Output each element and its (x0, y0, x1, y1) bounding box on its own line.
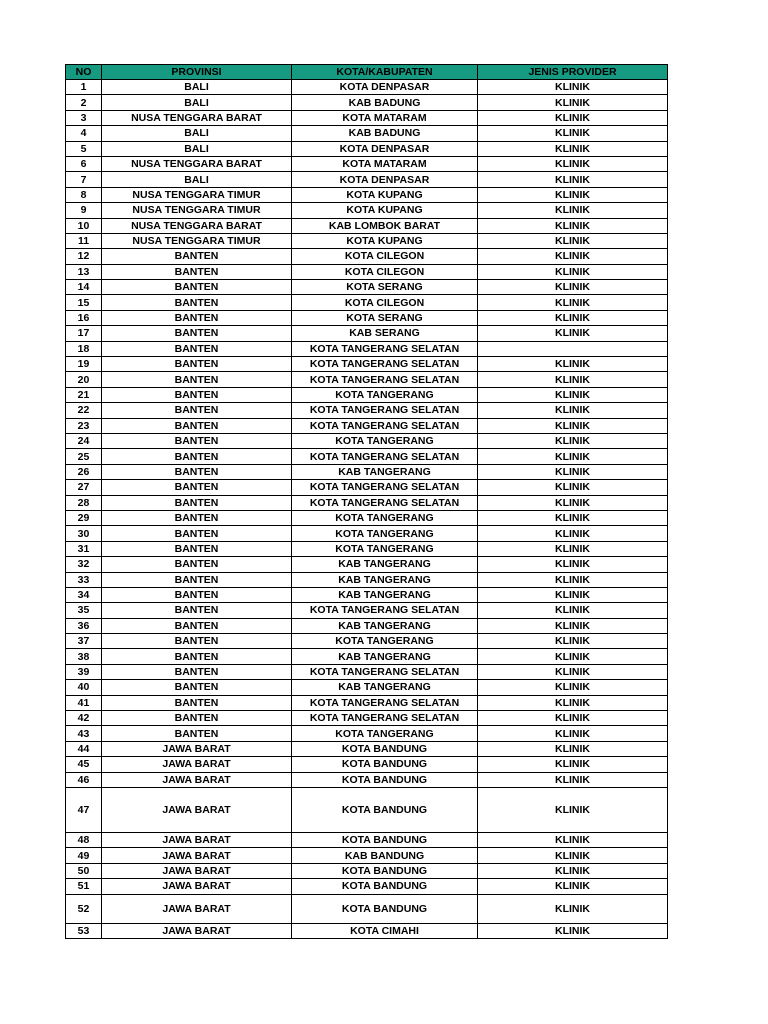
cell-no: 9 (66, 203, 102, 218)
cell-provinsi: JAWA BARAT (102, 879, 292, 894)
table-row (66, 326, 668, 341)
cell-jenis-provider: KLINIK (478, 772, 668, 787)
table-row (66, 649, 668, 664)
cell-no: 4 (66, 126, 102, 141)
cell-jenis-provider: KLINIK (478, 695, 668, 710)
cell-kota-kabupaten: KOTA KUPANG (292, 233, 478, 248)
cell-jenis-provider: KLINIK (478, 218, 668, 233)
cell-jenis-provider: KLINIK (478, 264, 668, 279)
cell-no: 17 (66, 326, 102, 341)
cell-kota-kabupaten: KOTA TANGERANG SELATAN (292, 341, 478, 356)
cell-jenis-provider: KLINIK (478, 280, 668, 295)
cell-jenis-provider: KLINIK (478, 557, 668, 572)
cell-kota-kabupaten: KAB TANGERANG (292, 572, 478, 587)
cell-kota-kabupaten: KOTA CILEGON (292, 295, 478, 310)
table-row (66, 464, 668, 479)
cell-jenis-provider: KLINIK (478, 203, 668, 218)
table-row (66, 264, 668, 279)
cell-kota-kabupaten: KOTA MATARAM (292, 110, 478, 125)
cell-no: 26 (66, 464, 102, 479)
cell-jenis-provider: KLINIK (478, 80, 668, 95)
cell-no: 12 (66, 249, 102, 264)
cell-jenis-provider: KLINIK (478, 326, 668, 341)
cell-jenis-provider: KLINIK (478, 418, 668, 433)
table-row (66, 295, 668, 310)
table-row (66, 480, 668, 495)
table-row (66, 110, 668, 125)
table-row (66, 341, 668, 356)
cell-kota-kabupaten: KOTA CIMAHI (292, 923, 478, 938)
cell-kota-kabupaten: KOTA BANDUNG (292, 787, 478, 832)
table-row (66, 203, 668, 218)
cell-jenis-provider: KLINIK (478, 923, 668, 938)
table-row (66, 664, 668, 679)
cell-jenis-provider: KLINIK (478, 787, 668, 832)
cell-jenis-provider: KLINIK (478, 95, 668, 110)
cell-kota-kabupaten: KOTA TANGERANG (292, 634, 478, 649)
cell-provinsi: BANTEN (102, 326, 292, 341)
table-row (66, 126, 668, 141)
cell-provinsi: BANTEN (102, 280, 292, 295)
cell-no: 51 (66, 879, 102, 894)
table-row (66, 510, 668, 525)
table-row (66, 572, 668, 587)
table-row (66, 280, 668, 295)
table-header (66, 65, 668, 80)
cell-provinsi: NUSA TENGGARA TIMUR (102, 187, 292, 202)
cell-provinsi: JAWA BARAT (102, 894, 292, 923)
cell-provinsi: BANTEN (102, 618, 292, 633)
cell-provinsi: BANTEN (102, 341, 292, 356)
cell-no: 11 (66, 233, 102, 248)
cell-no: 32 (66, 557, 102, 572)
cell-provinsi: BANTEN (102, 403, 292, 418)
cell-kota-kabupaten: KOTA TANGERANG SELATAN (292, 449, 478, 464)
cell-provinsi: JAWA BARAT (102, 848, 292, 863)
cell-no: 35 (66, 603, 102, 618)
cell-jenis-provider: KLINIK (478, 110, 668, 125)
cell-kota-kabupaten: KOTA BANDUNG (292, 894, 478, 923)
table-row (66, 172, 668, 187)
cell-provinsi: BANTEN (102, 526, 292, 541)
cell-provinsi: BANTEN (102, 664, 292, 679)
header-kota-kabupaten: KOTA/KABUPATEN (292, 65, 478, 80)
cell-no: 37 (66, 634, 102, 649)
table-row (66, 741, 668, 756)
cell-no: 8 (66, 187, 102, 202)
cell-jenis-provider: KLINIK (478, 249, 668, 264)
cell-provinsi: JAWA BARAT (102, 741, 292, 756)
table-row (66, 695, 668, 710)
cell-jenis-provider: KLINIK (478, 634, 668, 649)
cell-jenis-provider: KLINIK (478, 832, 668, 847)
cell-provinsi: BANTEN (102, 480, 292, 495)
cell-jenis-provider: KLINIK (478, 664, 668, 679)
cell-no: 21 (66, 387, 102, 402)
table-row (66, 832, 668, 847)
table-row (66, 787, 668, 832)
table-row (66, 387, 668, 402)
cell-kota-kabupaten: KAB BANDUNG (292, 848, 478, 863)
cell-kota-kabupaten: KOTA CILEGON (292, 249, 478, 264)
cell-provinsi: BALI (102, 126, 292, 141)
cell-no: 7 (66, 172, 102, 187)
cell-no: 46 (66, 772, 102, 787)
cell-kota-kabupaten: KAB TANGERANG (292, 464, 478, 479)
cell-no: 10 (66, 218, 102, 233)
cell-no: 30 (66, 526, 102, 541)
table-row (66, 156, 668, 171)
table-row (66, 95, 668, 110)
header-jenis-provider: JENIS PROVIDER (478, 65, 668, 80)
cell-no: 25 (66, 449, 102, 464)
cell-kota-kabupaten: KOTA TANGERANG SELATAN (292, 403, 478, 418)
cell-provinsi: NUSA TENGGARA TIMUR (102, 203, 292, 218)
table-row (66, 495, 668, 510)
cell-no: 3 (66, 110, 102, 125)
cell-provinsi: BANTEN (102, 264, 292, 279)
cell-provinsi: BALI (102, 95, 292, 110)
cell-provinsi: BANTEN (102, 649, 292, 664)
cell-jenis-provider: KLINIK (478, 495, 668, 510)
cell-provinsi: BANTEN (102, 357, 292, 372)
cell-jenis-provider: KLINIK (478, 649, 668, 664)
cell-no: 23 (66, 418, 102, 433)
cell-no: 45 (66, 757, 102, 772)
cell-no: 41 (66, 695, 102, 710)
cell-no: 29 (66, 510, 102, 525)
cell-no: 20 (66, 372, 102, 387)
cell-jenis-provider: KLINIK (478, 680, 668, 695)
cell-no: 33 (66, 572, 102, 587)
cell-kota-kabupaten: KOTA TANGERANG (292, 526, 478, 541)
table-row (66, 863, 668, 878)
table-row (66, 726, 668, 741)
cell-no: 5 (66, 141, 102, 156)
cell-kota-kabupaten: KOTA MATARAM (292, 156, 478, 171)
cell-no: 44 (66, 741, 102, 756)
cell-jenis-provider: KLINIK (478, 848, 668, 863)
cell-kota-kabupaten: KOTA TANGERANG SELATAN (292, 664, 478, 679)
cell-no: 1 (66, 80, 102, 95)
table-row (66, 587, 668, 602)
cell-provinsi: BANTEN (102, 541, 292, 556)
table-row (66, 603, 668, 618)
cell-jenis-provider: KLINIK (478, 310, 668, 325)
cell-provinsi: BANTEN (102, 572, 292, 587)
cell-no: 47 (66, 787, 102, 832)
cell-provinsi: JAWA BARAT (102, 772, 292, 787)
cell-kota-kabupaten: KOTA TANGERANG SELATAN (292, 418, 478, 433)
cell-no: 2 (66, 95, 102, 110)
cell-jenis-provider: KLINIK (478, 449, 668, 464)
cell-jenis-provider: KLINIK (478, 387, 668, 402)
cell-provinsi: BANTEN (102, 418, 292, 433)
header-row (66, 65, 668, 80)
cell-provinsi: BANTEN (102, 680, 292, 695)
cell-no: 49 (66, 848, 102, 863)
table-body (66, 80, 668, 939)
cell-jenis-provider: KLINIK (478, 541, 668, 556)
cell-kota-kabupaten: KOTA KUPANG (292, 187, 478, 202)
cell-kota-kabupaten: KAB BADUNG (292, 126, 478, 141)
cell-jenis-provider: KLINIK (478, 233, 668, 248)
cell-kota-kabupaten: KOTA TANGERANG SELATAN (292, 695, 478, 710)
cell-no: 40 (66, 680, 102, 695)
table-row (66, 894, 668, 923)
cell-kota-kabupaten: KOTA BANDUNG (292, 757, 478, 772)
cell-provinsi: JAWA BARAT (102, 923, 292, 938)
header-provinsi: PROVINSI (102, 65, 292, 80)
cell-provinsi: BANTEN (102, 387, 292, 402)
cell-kota-kabupaten: KOTA BANDUNG (292, 741, 478, 756)
cell-kota-kabupaten: KOTA TANGERANG SELATAN (292, 372, 478, 387)
cell-provinsi: BANTEN (102, 464, 292, 479)
cell-jenis-provider: KLINIK (478, 480, 668, 495)
cell-kota-kabupaten: KOTA DENPASAR (292, 80, 478, 95)
cell-jenis-provider: KLINIK (478, 726, 668, 741)
cell-jenis-provider: KLINIK (478, 433, 668, 448)
cell-jenis-provider: KLINIK (478, 603, 668, 618)
table-row (66, 526, 668, 541)
cell-provinsi: JAWA BARAT (102, 863, 292, 878)
cell-jenis-provider: KLINIK (478, 757, 668, 772)
cell-jenis-provider: KLINIK (478, 618, 668, 633)
cell-kota-kabupaten: KOTA TANGERANG (292, 541, 478, 556)
cell-provinsi: JAWA BARAT (102, 757, 292, 772)
cell-jenis-provider: KLINIK (478, 526, 668, 541)
cell-provinsi: BANTEN (102, 510, 292, 525)
cell-jenis-provider: KLINIK (478, 711, 668, 726)
cell-jenis-provider: KLINIK (478, 464, 668, 479)
cell-provinsi: BANTEN (102, 310, 292, 325)
table-row (66, 80, 668, 95)
cell-kota-kabupaten: KAB BADUNG (292, 95, 478, 110)
cell-kota-kabupaten: KOTA BANDUNG (292, 863, 478, 878)
cell-kota-kabupaten: KOTA TANGERANG SELATAN (292, 357, 478, 372)
cell-provinsi: BANTEN (102, 433, 292, 448)
cell-kota-kabupaten: KOTA BANDUNG (292, 832, 478, 847)
cell-kota-kabupaten: KAB SERANG (292, 326, 478, 341)
cell-jenis-provider: KLINIK (478, 187, 668, 202)
cell-kota-kabupaten: KAB TANGERANG (292, 618, 478, 633)
cell-kota-kabupaten: KOTA TANGERANG SELATAN (292, 711, 478, 726)
cell-kota-kabupaten: KOTA BANDUNG (292, 772, 478, 787)
cell-no: 16 (66, 310, 102, 325)
cell-no: 22 (66, 403, 102, 418)
cell-jenis-provider: KLINIK (478, 403, 668, 418)
table-row (66, 541, 668, 556)
cell-no: 13 (66, 264, 102, 279)
cell-provinsi: JAWA BARAT (102, 832, 292, 847)
cell-provinsi: BANTEN (102, 587, 292, 602)
cell-provinsi: BALI (102, 80, 292, 95)
table-row (66, 233, 668, 248)
cell-provinsi: BANTEN (102, 603, 292, 618)
table-row (66, 923, 668, 938)
table-row (66, 680, 668, 695)
cell-no: 6 (66, 156, 102, 171)
cell-no: 52 (66, 894, 102, 923)
cell-no: 31 (66, 541, 102, 556)
table-row (66, 433, 668, 448)
cell-no: 28 (66, 495, 102, 510)
table-row (66, 879, 668, 894)
cell-kota-kabupaten: KOTA DENPASAR (292, 172, 478, 187)
cell-kota-kabupaten: KOTA KUPANG (292, 203, 478, 218)
cell-jenis-provider: KLINIK (478, 295, 668, 310)
table-row (66, 772, 668, 787)
table-row (66, 403, 668, 418)
cell-kota-kabupaten: KAB LOMBOK BARAT (292, 218, 478, 233)
cell-kota-kabupaten: KAB TANGERANG (292, 587, 478, 602)
cell-provinsi: NUSA TENGGARA BARAT (102, 218, 292, 233)
cell-no: 34 (66, 587, 102, 602)
cell-no: 39 (66, 664, 102, 679)
cell-jenis-provider: KLINIK (478, 863, 668, 878)
cell-no: 43 (66, 726, 102, 741)
cell-provinsi: BANTEN (102, 695, 292, 710)
table-row (66, 757, 668, 772)
cell-provinsi: BANTEN (102, 711, 292, 726)
cell-kota-kabupaten: KOTA TANGERANG (292, 510, 478, 525)
cell-no: 19 (66, 357, 102, 372)
cell-no: 18 (66, 341, 102, 356)
cell-jenis-provider: KLINIK (478, 156, 668, 171)
cell-provinsi: BANTEN (102, 372, 292, 387)
cell-jenis-provider: KLINIK (478, 587, 668, 602)
cell-jenis-provider: KLINIK (478, 126, 668, 141)
cell-kota-kabupaten: KOTA DENPASAR (292, 141, 478, 156)
cell-no: 24 (66, 433, 102, 448)
cell-no: 27 (66, 480, 102, 495)
cell-kota-kabupaten: KOTA TANGERANG SELATAN (292, 480, 478, 495)
cell-jenis-provider: KLINIK (478, 894, 668, 923)
cell-jenis-provider: KLINIK (478, 141, 668, 156)
table-row (66, 372, 668, 387)
cell-kota-kabupaten: KOTA SERANG (292, 310, 478, 325)
header-no: NO (66, 65, 102, 80)
table-row (66, 634, 668, 649)
cell-kota-kabupaten: KOTA TANGERANG (292, 387, 478, 402)
cell-jenis-provider: KLINIK (478, 172, 668, 187)
cell-no: 38 (66, 649, 102, 664)
table-row (66, 848, 668, 863)
table-row (66, 418, 668, 433)
cell-kota-kabupaten: KAB TANGERANG (292, 649, 478, 664)
cell-provinsi: BALI (102, 141, 292, 156)
cell-provinsi: BANTEN (102, 295, 292, 310)
table-row (66, 357, 668, 372)
cell-jenis-provider: KLINIK (478, 372, 668, 387)
cell-no: 15 (66, 295, 102, 310)
cell-jenis-provider: KLINIK (478, 357, 668, 372)
table-row (66, 218, 668, 233)
cell-provinsi: NUSA TENGGARA BARAT (102, 110, 292, 125)
table-row (66, 141, 668, 156)
cell-no: 42 (66, 711, 102, 726)
cell-provinsi: NUSA TENGGARA BARAT (102, 156, 292, 171)
cell-no: 53 (66, 923, 102, 938)
cell-provinsi: NUSA TENGGARA TIMUR (102, 233, 292, 248)
cell-provinsi: BANTEN (102, 249, 292, 264)
cell-jenis-provider: KLINIK (478, 741, 668, 756)
cell-kota-kabupaten: KOTA SERANG (292, 280, 478, 295)
cell-jenis-provider (478, 341, 668, 356)
cell-kota-kabupaten: KOTA TANGERANG SELATAN (292, 495, 478, 510)
table-row (66, 310, 668, 325)
cell-kota-kabupaten: KOTA BANDUNG (292, 879, 478, 894)
table-row (66, 618, 668, 633)
cell-provinsi: BANTEN (102, 449, 292, 464)
cell-kota-kabupaten: KOTA CILEGON (292, 264, 478, 279)
cell-no: 48 (66, 832, 102, 847)
table-row (66, 249, 668, 264)
cell-provinsi: BANTEN (102, 557, 292, 572)
cell-kota-kabupaten: KOTA TANGERANG (292, 433, 478, 448)
cell-kota-kabupaten: KAB TANGERANG (292, 557, 478, 572)
table-row (66, 187, 668, 202)
cell-kota-kabupaten: KOTA TANGERANG SELATAN (292, 603, 478, 618)
cell-kota-kabupaten: KAB TANGERANG (292, 680, 478, 695)
table-row (66, 449, 668, 464)
cell-no: 50 (66, 863, 102, 878)
table-row (66, 557, 668, 572)
cell-jenis-provider: KLINIK (478, 879, 668, 894)
table-row (66, 711, 668, 726)
cell-kota-kabupaten: KOTA TANGERANG (292, 726, 478, 741)
cell-jenis-provider: KLINIK (478, 572, 668, 587)
cell-provinsi: BANTEN (102, 495, 292, 510)
cell-provinsi: JAWA BARAT (102, 787, 292, 832)
cell-jenis-provider: KLINIK (478, 510, 668, 525)
provider-table (65, 64, 668, 939)
cell-provinsi: BANTEN (102, 726, 292, 741)
cell-no: 14 (66, 280, 102, 295)
cell-provinsi: BALI (102, 172, 292, 187)
cell-no: 36 (66, 618, 102, 633)
cell-provinsi: BANTEN (102, 634, 292, 649)
